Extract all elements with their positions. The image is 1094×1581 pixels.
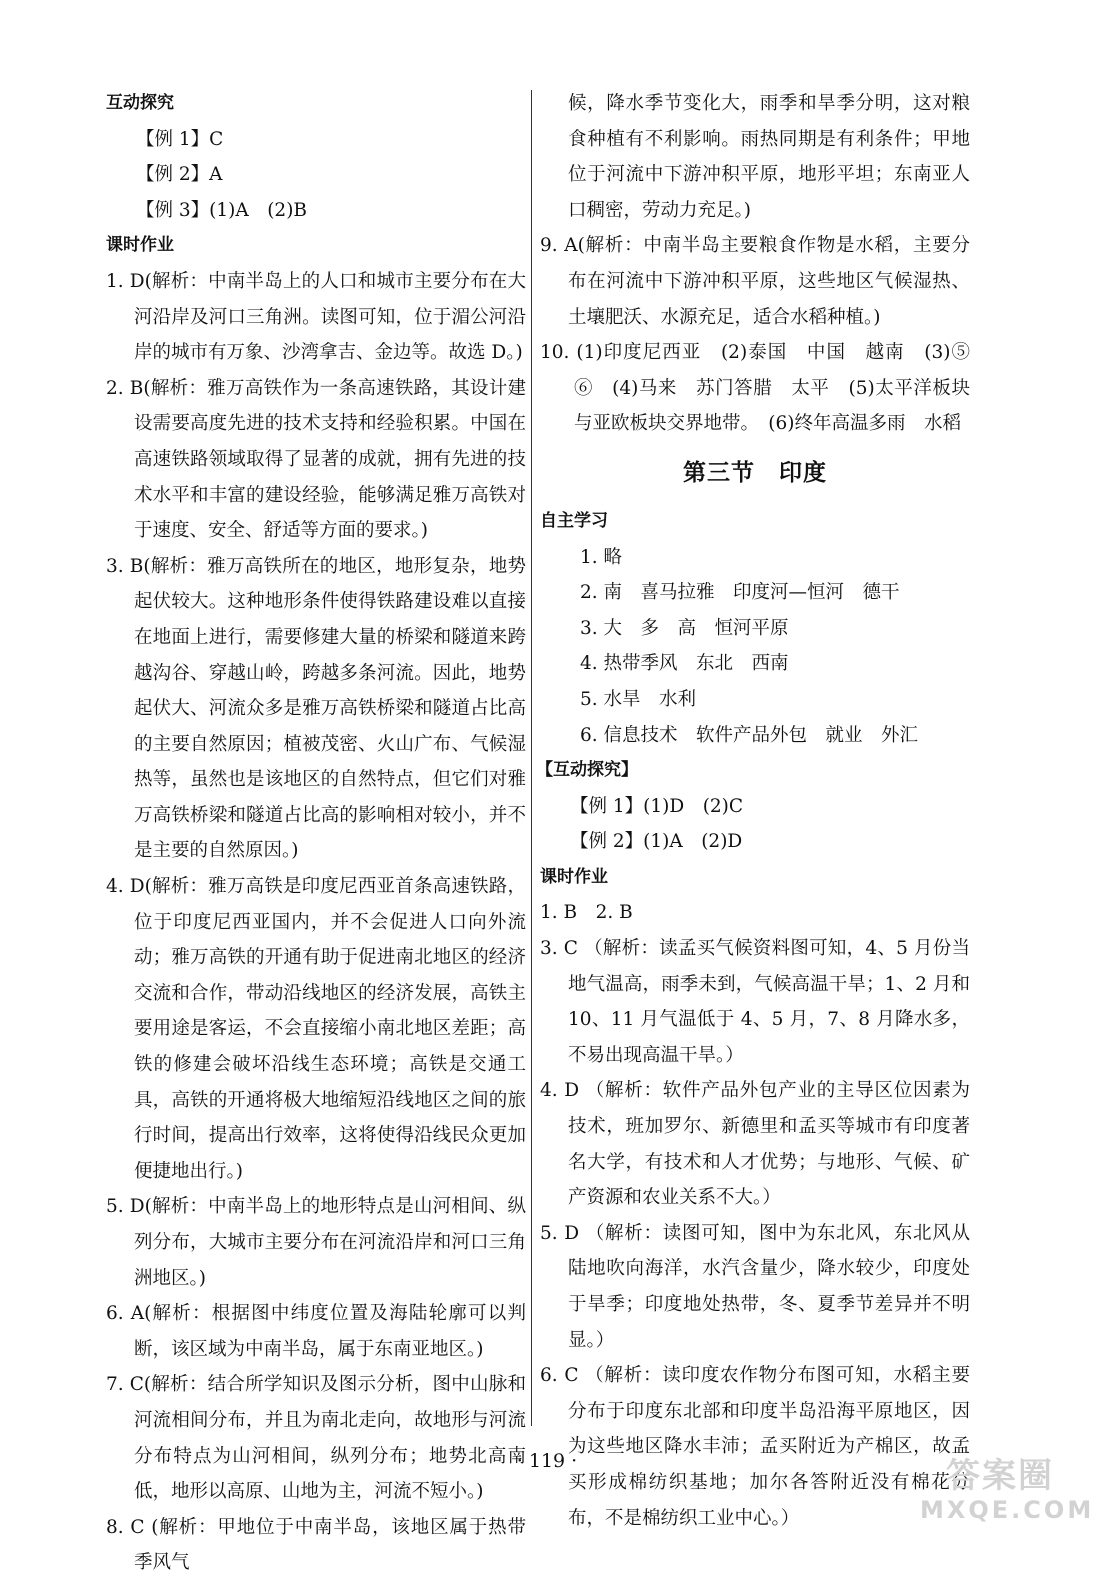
answer-item: 1. B 2. B bbox=[540, 902, 633, 924]
homework-heading: 课时作业 bbox=[106, 235, 174, 256]
example-answer: 【例 1】(1)D (2)C bbox=[570, 795, 744, 817]
answer-item: 2. B(解析：雅万高铁作为一条高速铁路，其设计建设需要高度先进的技术支持和经验积累。中国在高速铁路领域取得了显著的成就，拥有先进的技术水平和丰富的建设经验，能够满足雅万高铁对于速度、安全、舒适等方面的要求。) bbox=[106, 377, 526, 542]
watermark-text: 答案圈 bbox=[946, 1456, 1054, 1496]
section-title: 第三节 印度 bbox=[683, 459, 827, 486]
answer-item: 6. A(解析：根据图中纬度位置及海陆轮廓可以判断，该区域为中南半岛，属于东南亚地区。) bbox=[106, 1303, 526, 1360]
self-study-answer: 2. 南 喜马拉雅 印度河—恒河 德干 bbox=[580, 582, 900, 604]
column-divider bbox=[531, 90, 532, 1426]
interactive-heading: 【互动探究】 bbox=[536, 760, 638, 781]
answer-item: 4. D(解析：雅万高铁是印度尼西亚首条高速铁路，位于印度尼西亚国内，并不会促进人口向外流动；雅万高铁的开通有助于促进南北地区的经济交流和合作，带动沿线地区的经济发展，高铁主要用途是客运，不会直接缩小南北地区差距；高铁的修建会破坏沿线生态环境；高铁是交通工具，高铁的开通将极大地缩短沿线地区之间的旅行时间，提高出行效率，这将使得沿线民众更加便捷地出行。) bbox=[106, 876, 526, 1182]
example-answer: 【例 2】(1)A (2)D bbox=[570, 831, 743, 853]
self-study-answer: 6. 信息技术 软件产品外包 就业 外汇 bbox=[580, 724, 919, 746]
answer-item: 7. C(解析：结合所学知识及图示分析，图中山脉和河流相间分布，并且为南北走向，故地形与河流分布特点为山河相间，纵列分布；地势北高南低，地形以高原、山地为主，河流不短小。) bbox=[106, 1374, 526, 1503]
answer-continuation: 候，降水季节变化大，雨季和旱季分明，这对粮食种植有不利影响。雨热同期是有利条件；甲地位于河流中下游冲积平原，地形平坦；东南亚人口稠密，劳动力充足。) bbox=[568, 93, 970, 221]
self-study-answer: 5. 水旱 水利 bbox=[580, 688, 697, 710]
example-answer: 【例 1】C bbox=[136, 128, 224, 150]
example-answer: 【例 3】(1)A (2)B bbox=[136, 199, 308, 221]
self-study-heading: 自主学习 bbox=[540, 510, 608, 531]
watermark-url: MXQE.COM bbox=[920, 1496, 1094, 1524]
answer-item: 3. B(解析：雅万高铁所在的地区，地形复杂，地势起伏较大。这种地形条件使得铁路建设难以直接在地面上进行，需要修建大量的桥梁和隧道来跨越沟谷、穿越山岭，跨越多条河流。因此，地势起伏大、河流众多是雅万高铁桥梁和隧道占比高的主要自然原因；植被茂密、火山广布、气候湿热等，虽然也是该地区的自然特点，但它们对雅万高铁桥梁和隧道占比高的影响相对较小，并不是主要的自然原因。) bbox=[106, 555, 526, 862]
answer-item: 6. C （解析：读印度农作物分布图可知，水稻主要分布于印度东北部和印度半岛沿海平原地区，因为这些地区降水丰沛；孟买附近为产棉区，故孟买形成棉纺织基地；加尔各答附近没有棉花分布，不是棉纺织工业中心。） bbox=[540, 1365, 970, 1529]
answer-item: 10. (1)印度尼西亚 (2)泰国 中国 越南 (3)⑤ ⑥ (4)马来 苏门答腊 太平 (5)太平洋板块与亚欧板块交界地带。 (6)终年高温多雨 水稻 bbox=[540, 342, 989, 435]
answer-item: 4. D （解析：软件产品外包产业的主导区位因素为技术，班加罗尔、新德里和孟买等城市有印度著名大学，有技术和人才优势；与地形、气候、矿产资源和农业关系不大。） bbox=[540, 1080, 970, 1209]
watermark-logo bbox=[920, 1456, 1094, 1528]
self-study-answer: 4. 热带季风 东北 西南 bbox=[580, 653, 789, 675]
page-number: · 119 · bbox=[516, 1450, 578, 1472]
answer-item: 1. D(解析：中南半岛上的人口和城市主要分布在大河沿岸及河口三角洲。读图可知，位于湄公河沿岸的城市有万象、沙湾拿吉、金边等。故选 D。) bbox=[106, 270, 526, 364]
answer-item: 8. C (解析：甲地位于中南半岛，该地区属于热带季风气 bbox=[106, 1516, 526, 1574]
answer-item: 5. D(解析：中南半岛上的地形特点是山河相间、纵列分布，大城市主要分布在河流沿岸和河口三角洲地区。) bbox=[106, 1196, 526, 1289]
self-study-answer: 1. 略 bbox=[580, 546, 623, 568]
example-answer: 【例 2】A bbox=[136, 164, 223, 186]
homework-heading: 课时作业 bbox=[540, 866, 608, 887]
interactive-heading: 互动探究 bbox=[106, 93, 174, 113]
answer-item: 3. C （解析：读孟买气候资料图可知，4、5 月份当地气温高，雨季未到，气候高温干旱；1、2 月和 10、11 月气温低于 4、5 月，7、8 月降水多，不易出现高温干旱。） bbox=[540, 938, 970, 1066]
answer-item: 5. D （解析：读图可知，图中为东北风，东北风从陆地吹向海洋，水汽含量少，降水较少，印度处于旱季；印度地处热带，冬、夏季节差异并不明显。） bbox=[540, 1222, 970, 1351]
answer-item: 9. A(解析：中南半岛主要粮食作物是水稻，主要分布在河流中下游冲积平原，这些地区气候湿热、土壤肥沃、水源充足，适合水稻种植。) bbox=[540, 235, 970, 328]
right-column bbox=[536, 86, 989, 1536]
left-column bbox=[106, 86, 526, 1581]
self-study-answer: 3. 大 多 高 恒河平原 bbox=[580, 617, 789, 639]
